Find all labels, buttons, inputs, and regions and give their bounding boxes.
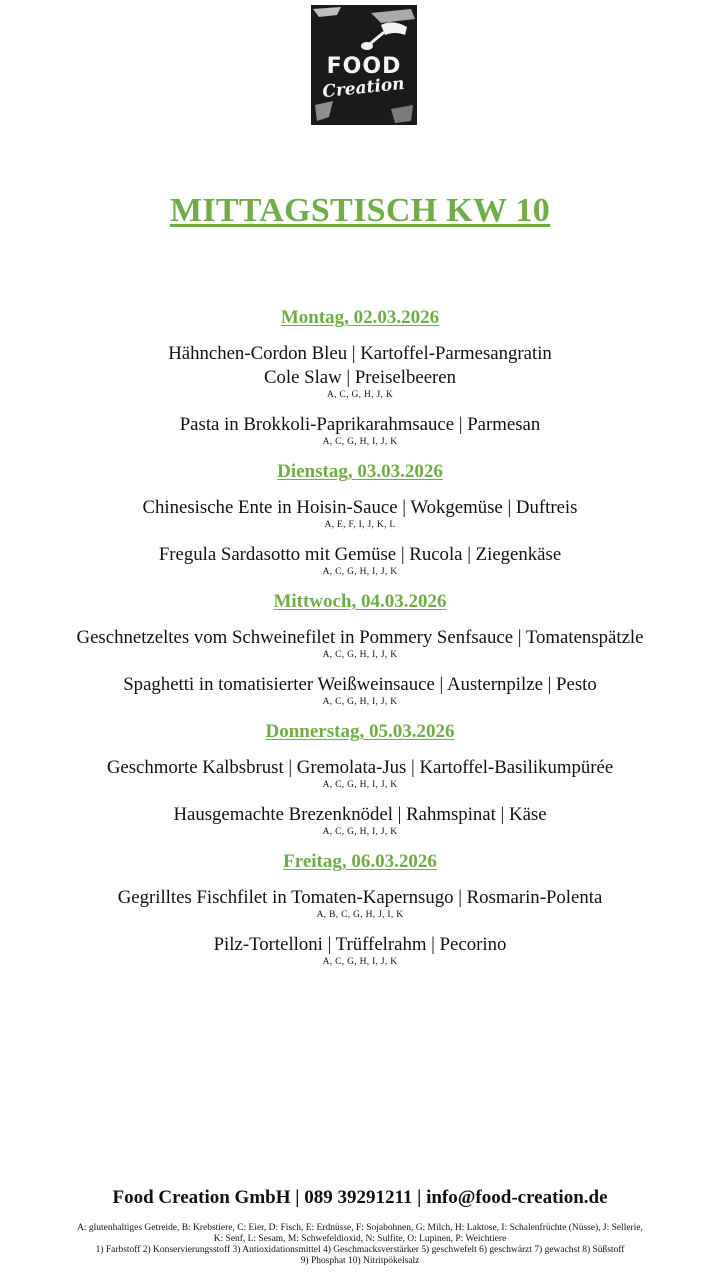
logo-word-food: FOOD <box>326 54 402 79</box>
dish-allergens: A, C, G, H, I, J, K <box>322 650 398 660</box>
dish-allergens: A, C, G, H, I, J, K <box>322 437 398 447</box>
dish-name: Hähnchen-Cordon Bleu | Kartoffel-Parmesangratin <box>168 343 552 364</box>
day-section <box>0 460 720 577</box>
legend-line: 9) Phosphat 10) Nitritpökelsalz <box>300 1256 420 1266</box>
dish-allergens: A, B, C, G, H, J, I, K <box>316 910 404 920</box>
day-heading: Donnerstag, 05.03.2026 <box>265 721 455 742</box>
dish-name: Pilz-Tortelloni | Trüffelrahm | Pecorino <box>213 934 507 955</box>
legend-line: A: glutenhaltiges Getreide, B: Krebstiere, C: Eier, D: Fisch, E: Erdnüsse, F: Sojabohnen, G: Milch, H: Laktose, I: Schalenfrüchte (Nüsse), J: Sellerie, <box>77 1223 643 1233</box>
dish-item <box>0 673 720 707</box>
dish-name: Geschnetzeltes vom Schweinefilet in Pommery Senfsauce | Tomatenspätzle <box>76 627 644 648</box>
dish-item <box>0 886 720 920</box>
dish-name: Cole Slaw | Preiselbeeren <box>263 367 457 388</box>
allergen-legend <box>6 1223 714 1267</box>
dish-name: Chinesische Ente in Hoisin-Sauce | Wokgemüse | Duftreis <box>142 497 578 518</box>
day-section <box>0 720 720 837</box>
company-contact: Food Creation GmbH | 089 39291211 | info@food-creation.de <box>112 1187 608 1208</box>
dish-allergens: A, C, G, H, I, J, K <box>322 780 398 790</box>
page-title: MITTAGSTISCH KW 10 <box>169 192 551 229</box>
dish-name: Pasta in Brokkoli-Paprikarahmsauce | Parmesan <box>179 414 541 435</box>
dish-name: Spaghetti in tomatisierter Weißweinsauce | Austernpilze | Pesto <box>123 674 597 695</box>
dish-allergens: A, C, G, H, I, J, K <box>322 567 398 577</box>
day-heading: Mittwoch, 04.03.2026 <box>273 591 447 612</box>
legend-line: K: Senf, L: Sesam, M: Schwefeldioxid, N: Sulfite, O: Lupinen, P: Weichtiere <box>213 1234 507 1244</box>
day-section <box>0 590 720 707</box>
dish-item <box>0 342 720 400</box>
day-section <box>0 306 720 447</box>
dish-allergens: A, C, G, H, J, K <box>326 390 394 400</box>
dish-item <box>0 496 720 530</box>
dish-allergens: A, C, G, H, I, J, K <box>322 827 398 837</box>
weekly-menu <box>0 306 720 980</box>
logo-word-creation: Creation <box>321 73 406 103</box>
dish-name: Geschmorte Kalbsbrust | Gremolata-Jus | Kartoffel-Basilikumpürée <box>106 757 614 778</box>
logo-graphic <box>311 5 417 125</box>
dish-item <box>0 756 720 790</box>
food-creation-logo <box>311 5 417 125</box>
dish-item <box>0 543 720 577</box>
day-heading: Dienstag, 03.03.2026 <box>277 461 443 482</box>
dish-allergens: A, C, G, H, I, J, K <box>322 697 398 707</box>
dish-allergens: A, C, G, H, I, J, K <box>322 957 398 967</box>
dish-item <box>0 933 720 967</box>
dish-name: Gegrilltes Fischfilet in Tomaten-Kapernsugo | Rosmarin-Polenta <box>117 887 603 908</box>
dish-item <box>0 413 720 447</box>
day-heading: Freitag, 06.03.2026 <box>283 851 437 872</box>
legend-line: 1) Farbstoff 2) Konservierungsstoff 3) Antioxidationsmittel 4) Geschmacksverstärker 5) geschwefelt 6) geschwärzt 7) gewachst 8) Süßstoff <box>95 1245 625 1255</box>
dish-item <box>0 803 720 837</box>
dish-name: Hausgemachte Brezenknödel | Rahmspinat | Käse <box>173 804 547 825</box>
dish-item <box>0 626 720 660</box>
dish-allergens: A, E, F, I, J, K, L <box>324 520 396 530</box>
dish-name: Fregula Sardasotto mit Gemüse | Rucola | Ziegenkäse <box>158 544 562 565</box>
day-section <box>0 850 720 967</box>
day-heading: Montag, 02.03.2026 <box>280 307 440 328</box>
